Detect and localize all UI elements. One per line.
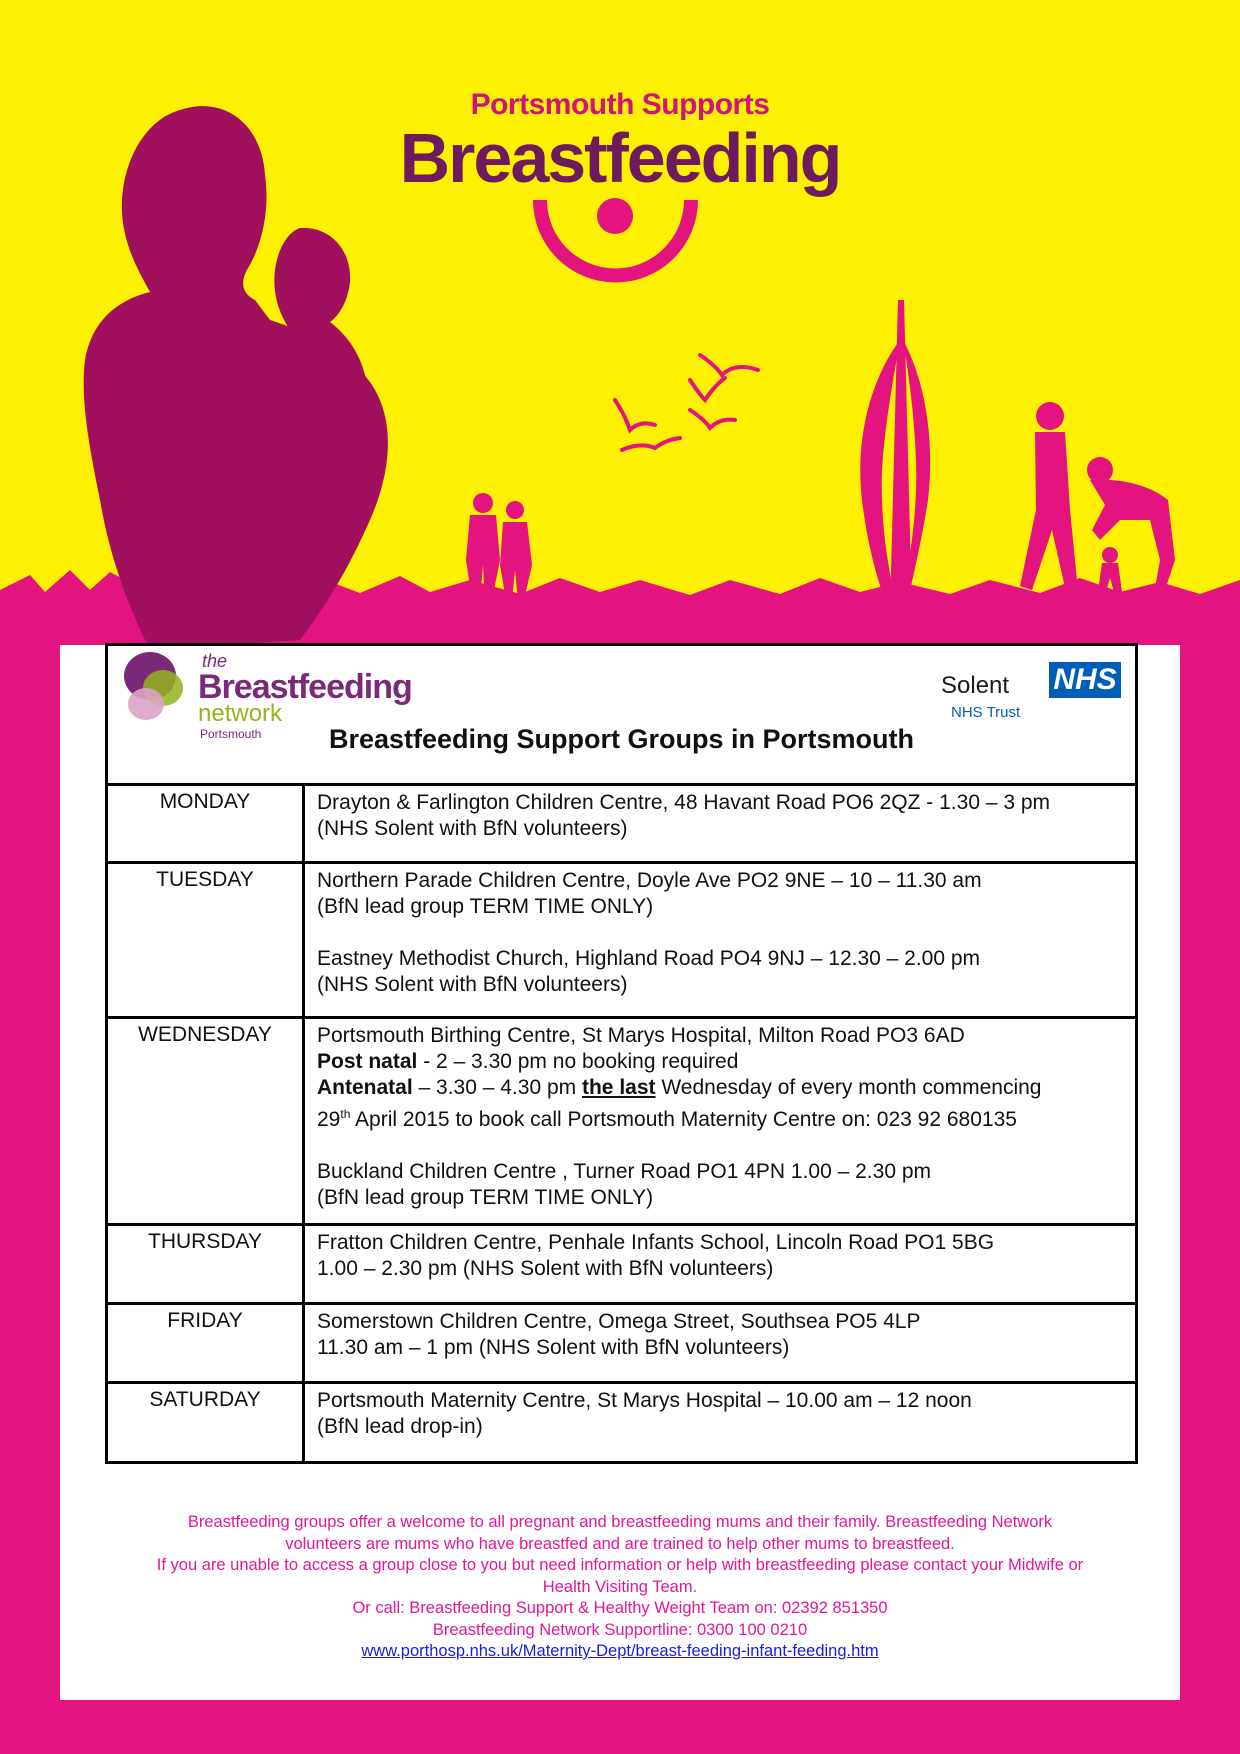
nhs-solent-text: Solent [941,672,1010,699]
day-cell-monday: MONDAY [107,785,304,863]
man-silhouette [1020,402,1078,592]
date-suffix: th [340,1107,351,1121]
day-cell-thursday: THURSDAY [107,1225,304,1304]
detail-line: (NHS Solent with BfN volunteers) [317,973,628,996]
table-row [107,1383,1137,1463]
footer-line: Health Visiting Team. [542,1577,698,1596]
day-cell-wednesday: WEDNESDAY [107,1018,304,1225]
table-row [107,1225,1137,1304]
day-cell-friday: FRIDAY [107,1304,304,1383]
nhs-badge: NHS [1049,662,1121,698]
detail-line: (BfN lead drop-in) [317,1415,483,1438]
brand-subtitle: Portsmouth Supports [470,88,770,121]
day-cell-saturday: SATURDAY [107,1383,304,1463]
footer-line: Breastfeeding groups offer a welcome to all pregnant and breastfeeding mums and their family. Breastfeeding Network [187,1513,1053,1531]
table-row [107,1304,1137,1383]
solent-nhs-logo [941,662,1121,722]
table-title: Breastfeeding Support Groups in Portsmouth [328,724,915,754]
footer-website-link[interactable]: www.porthosp.nhs.uk/Maternity-Dept/breast-feeding-infant-feeding.htm [361,1642,879,1660]
support-groups-table [105,643,1138,1464]
detail-cell-saturday [304,1383,1137,1463]
day-cell-tuesday: TUESDAY [107,863,304,1018]
detail-line: Portsmouth Birthing Centre, St Marys Hospital, Milton Road PO3 6AD [317,1024,965,1047]
detail-line: (BfN lead group TERM TIME ONLY) [317,1186,654,1209]
brand-title: Breastfeeding [399,119,841,197]
table-row [107,785,1137,863]
detail-line: Eastney Methodist Church, Highland Road PO4 9NJ – 12.30 – 2.00 pm [317,947,981,970]
table-row [107,1018,1137,1225]
detail-line: 11.30 am – 1 pm (NHS Solent with BfN volunteers) [317,1336,790,1359]
table-row [107,863,1137,1018]
detail-cell-thursday [304,1225,1137,1304]
children-silhouette [466,493,532,600]
bfn-breastfeeding-text: Breastfeeding [198,668,412,706]
antenatal-line [317,1075,1127,1101]
postnatal-text: - 2 – 3.30 pm no booking required [417,1050,739,1073]
antenatal-emphasis: the last [581,1076,656,1099]
bfn-the-text: the [202,651,228,671]
spinnaker-tower [860,300,930,612]
hero-banner [0,0,1240,650]
footer-phone-line: Or call: Breastfeeding Support & Healthy Weight Team on: 02392 851350 [352,1599,888,1617]
postnatal-label: Post natal [317,1050,418,1073]
bfn-leaf-icon [118,646,198,731]
seagulls [615,355,758,450]
table-header-cell [107,645,1137,785]
detail-cell-wednesday [304,1018,1137,1225]
antenatal-label: Antenatal [317,1076,413,1099]
detail-line: Portsmouth Maternity Centre, St Marys Hospital – 10.00 am – 12 noon [317,1389,972,1412]
table-header-row [107,645,1137,785]
nhs-trust-text: NHS Trust [951,704,1021,721]
detail-line: (BfN lead group TERM TIME ONLY) [317,895,654,918]
bfn-place-text: Portsmouth [200,727,262,741]
date-day: 29 [317,1108,341,1131]
detail-cell-friday [304,1304,1137,1383]
booking-text: April 2015 to book call Portsmouth Maternity Centre on: 023 92 680135 [350,1108,1017,1131]
detail-line: Buckland Children Centre , Turner Road PO1 4PN 1.00 – 2.30 pm [317,1160,932,1183]
footer-supportline: Breastfeeding Network Supportline: 0300 100 0210 [432,1620,808,1639]
parent-toddler-silhouette [1087,457,1175,592]
footer-line: If you are unable to access a group close to you but need information or help with breastfeeding please contact your Midwife or [156,1556,1084,1574]
detail-line: Northern Parade Children Centre, Doyle Ave PO2 9NE – 10 – 11.30 am [317,869,982,892]
bfn-network-text: network [198,700,283,727]
detail-line: 1.00 – 2.30 pm (NHS Solent with BfN volunteers) [317,1257,774,1280]
antenatal-text: – 3.30 – 4.30 pm [412,1076,582,1099]
detail-cell-monday [304,785,1137,863]
detail-line: (NHS Solent with BfN volunteers) [317,817,628,840]
footer-info [60,1512,1180,1663]
detail-line: Somerstown Children Centre, Omega Street, Southsea PO5 4LP [317,1310,921,1333]
detail-line: Fratton Children Centre, Penhale Infants School, Lincoln Road PO1 5BG [317,1231,995,1254]
detail-cell-tuesday [304,863,1137,1018]
postnatal-line [317,1049,1127,1075]
detail-line: Drayton & Farlington Children Centre, 48 Havant Road PO6 2QZ - 1.30 – 3 pm [317,791,1051,814]
antenatal-text-2: Wednesday of every month commencing [655,1076,1042,1099]
logo-dot [597,198,633,234]
footer-line: volunteers are mums who have breastfed and are trained to help other mums to breastfeed. [285,1534,955,1553]
booking-line [317,1101,1127,1133]
breastfeeding-network-logo [118,646,412,741]
